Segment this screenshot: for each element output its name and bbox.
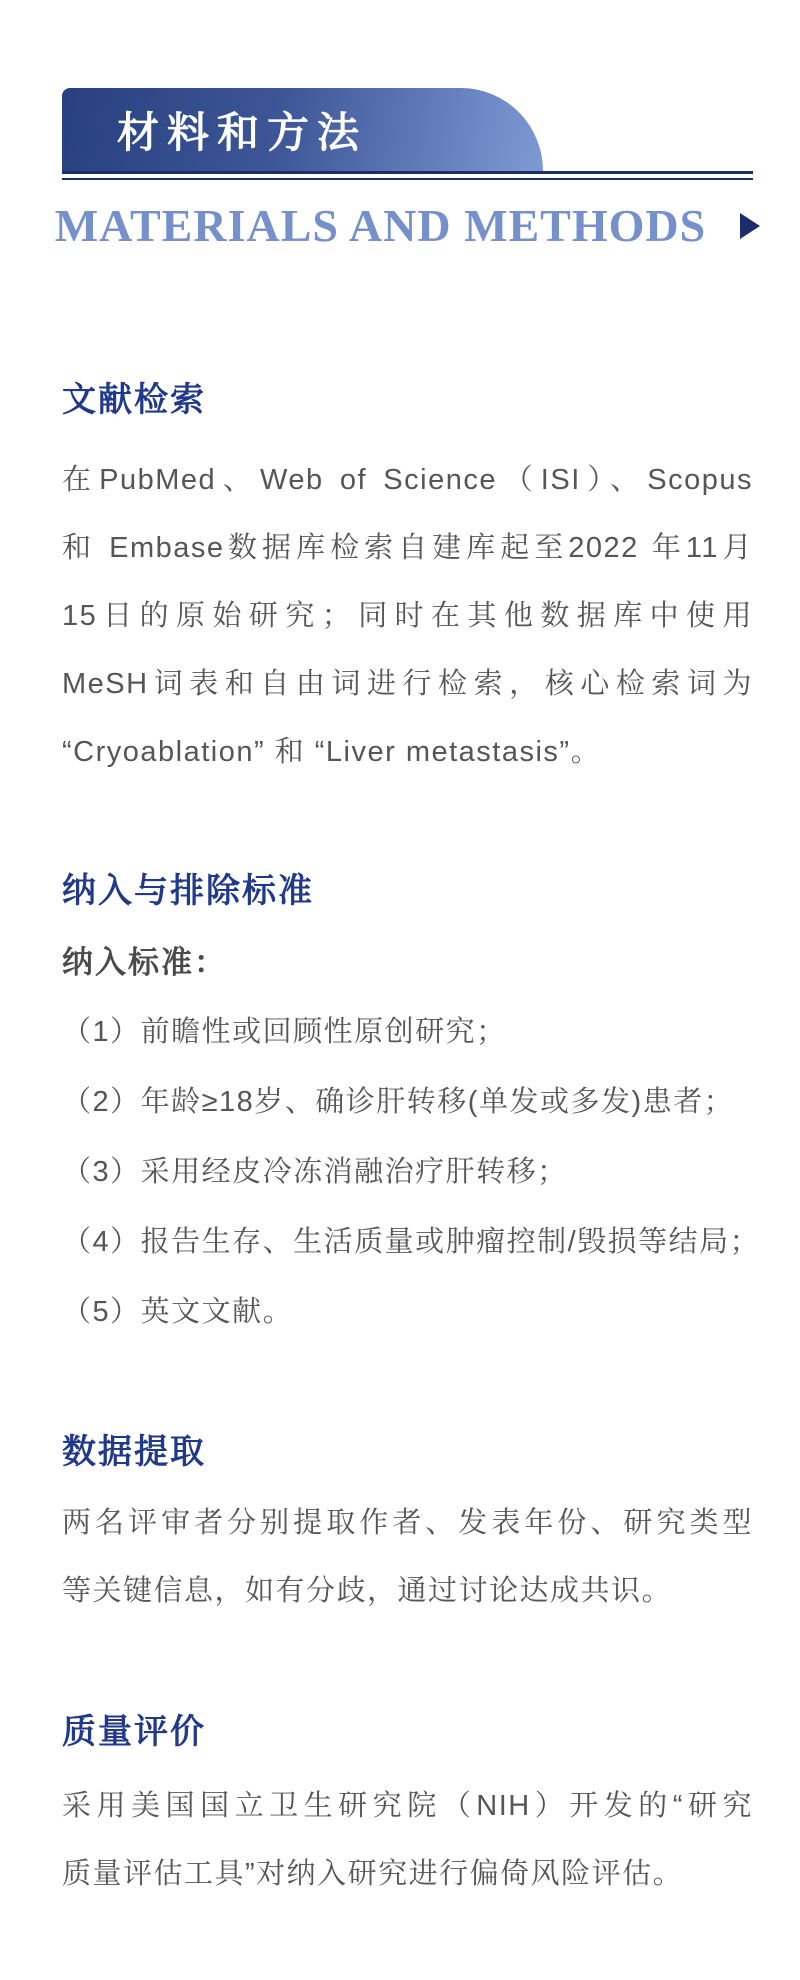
english-title: MATERIALS AND METHODS <box>54 200 707 251</box>
inclusion-criteria-list <box>62 997 761 1347</box>
paragraph-line: 采用美国国立卫生研究院（NIH）开发的“研究 <box>62 1790 753 1822</box>
section-heading-quality-assessment: 质量评价 <box>62 1713 206 1751</box>
paragraph-line: 等关键信息，如有分歧，通过讨论达成共识。 <box>62 1575 673 1607</box>
english-title-row <box>54 198 753 254</box>
paragraph-line: MeSH词表和自由词进行检索，核心检索词为 <box>62 668 753 700</box>
right-triangle-icon <box>740 213 760 239</box>
list-item: （4）报告生存、生活质量或肿瘤控制/毁损等结局； <box>62 1226 761 1258</box>
list-item: （1）前瞻性或回顾性原创研究； <box>62 1016 507 1048</box>
list-item: （5）英文文献。 <box>62 1296 294 1328</box>
list-item: （2）年龄≥18岁、确诊肝转移(单发或多发)患者； <box>62 1086 735 1118</box>
banner-title: 材料和方法 <box>117 110 368 157</box>
paragraph-quality-assessment <box>62 1772 753 1908</box>
article-page <box>0 88 800 1980</box>
paragraph-line: 和 Embase数据库检索自建库起至2022 年11月 <box>62 532 753 564</box>
paragraph-line: 质量评估工具”对纳入研究进行偏倚风险评估。 <box>62 1858 684 1890</box>
subheading-inclusion-criteria: 纳入标准： <box>62 945 227 980</box>
divider-thick <box>62 171 753 174</box>
divider-thin <box>62 178 753 180</box>
section-heading-literature-search: 文献检索 <box>62 381 206 419</box>
section-heading-criteria: 纳入与排除标准 <box>62 872 314 910</box>
section-banner <box>62 88 543 171</box>
paragraph-line: 15日的原始研究；同时在其他数据库中使用 <box>62 600 753 632</box>
paragraph-line: 两名评审者分别提取作者、发表年份、研究类型 <box>62 1507 753 1539</box>
section-heading-data-extraction: 数据提取 <box>62 1433 206 1471</box>
paragraph-data-extraction <box>62 1489 753 1625</box>
paragraph-line: “Cryoablation” 和 “Liver metastasis”。 <box>62 736 602 768</box>
paragraph-line: 在PubMed、Web of Science（ISI）、Scopus <box>62 464 753 496</box>
list-item: （3）采用经皮冷冻消融治疗肝转移； <box>62 1156 568 1188</box>
paragraph-literature-search <box>62 446 753 786</box>
